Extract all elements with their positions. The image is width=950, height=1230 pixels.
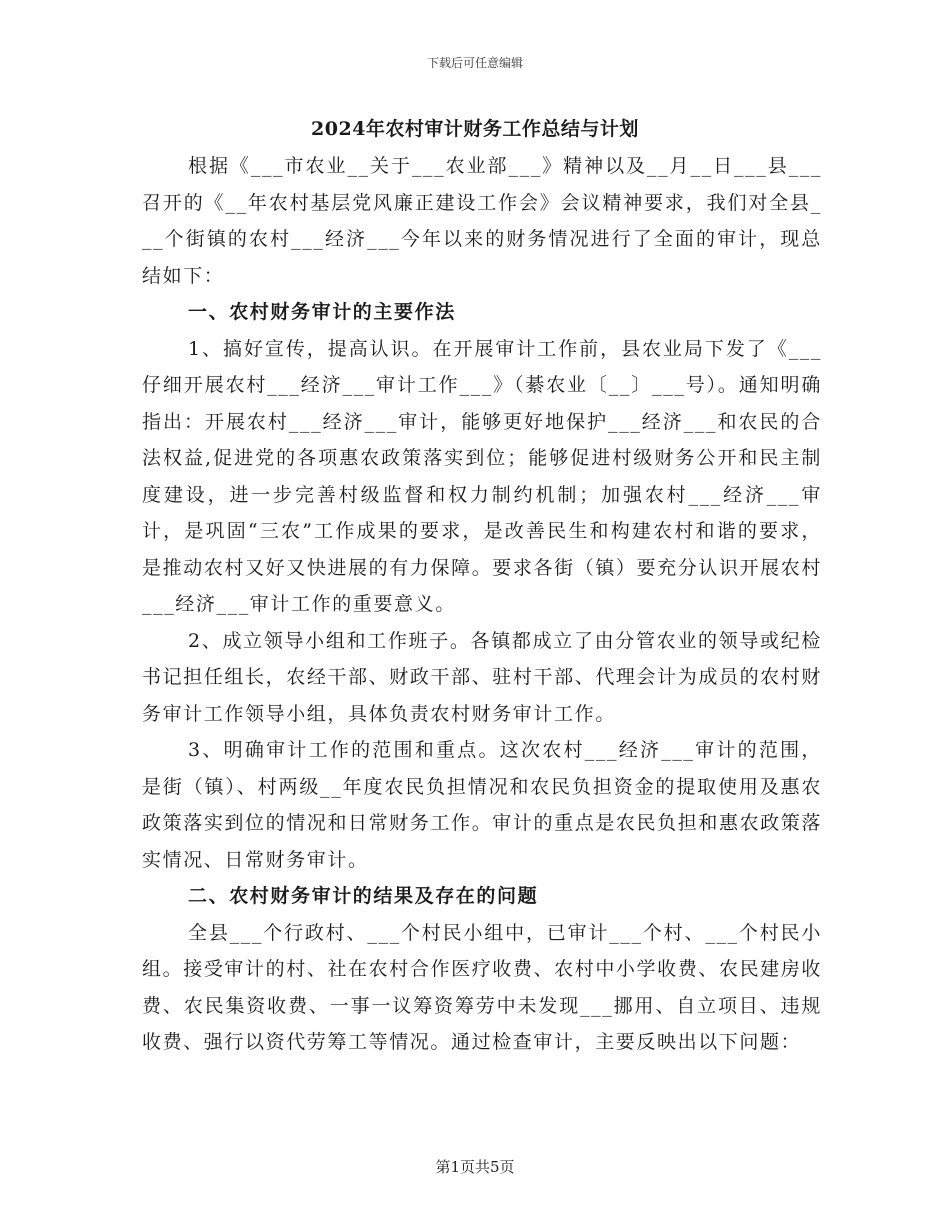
document-body — [142, 148, 822, 1061]
page-footer: 第1页共5页 — [435, 1158, 515, 1176]
paragraph-audit-results: 全县___个行政村、___个村民小组中，已审计___个村、___个村民小组。接受审计的村、社在农村合作医疗收费、农村中小学收费、农民建房收费、农民集资收费、一事一议筹资筹劳中未发现___挪用、自立项目、违规收费、强行以资代劳筹工等情况。通过检查审计，主要反映出以下问题： — [142, 921, 822, 1053]
section-heading-2: 二、农村财务审计的结果及存在的问题 — [188, 885, 539, 907]
intro-paragraph: 根据《___市农业__关于___农业部___》精神以及__月__日___县___召开的《__年农村基层党风廉正建设工作会》会议精神要求，我们对全县___个街镇的农村___经济___今年以来的财务情况进行了全面的审计，现总结如下： — [142, 155, 822, 287]
header-note: 下载后可任意编辑 — [426, 56, 523, 70]
paragraph-publicity: 1、搞好宣传，提高认识。在开展审计工作前，县农业局下发了《___仔细开展农村___经济___审计工作___》（綦农业〔__〕___号）。通知明确指出：开展农村___经济___审计，能够更好地保护___经济___和农民的合法权益,促进党的各项惠农政策落实到位；能够促进村级财务公开和民主制度建设，进一步完善村级监督和权力制约机制；加强农村___经济___审计，是巩固“三农”工作成果的要求，是改善民生和构建农村和谐的要求，是推动农村又好又快进展的有力保障。要求各街（镇）要充分认识开展农村___经济___审计工作的重要意义。 — [142, 337, 822, 615]
paragraph-audit-scope: 3、明确审计工作的范围和重点。这次农村___经济___审计的范围，是街（镇）、村两级__年度农民负担情况和农民负担资金的提取使用及惠农政策落实到位的情况和日常财务工作。审计的重点是农民负担和惠农政策落实情况、日常财务审计。 — [142, 739, 822, 871]
section-heading-1: 一、农村财务审计的主要作法 — [188, 301, 456, 323]
paragraph-leadership-group: 2、成立领导小组和工作班子。各镇都成立了由分管农业的领导或纪检书记担任组长，农经干部、财政干部、驻村干部、代理会计为成员的农村财务审计工作领导小组，具体负责农村财务审计工作。 — [142, 629, 822, 725]
document-title: 2024年农村审计财务工作总结与计划 — [311, 118, 639, 140]
